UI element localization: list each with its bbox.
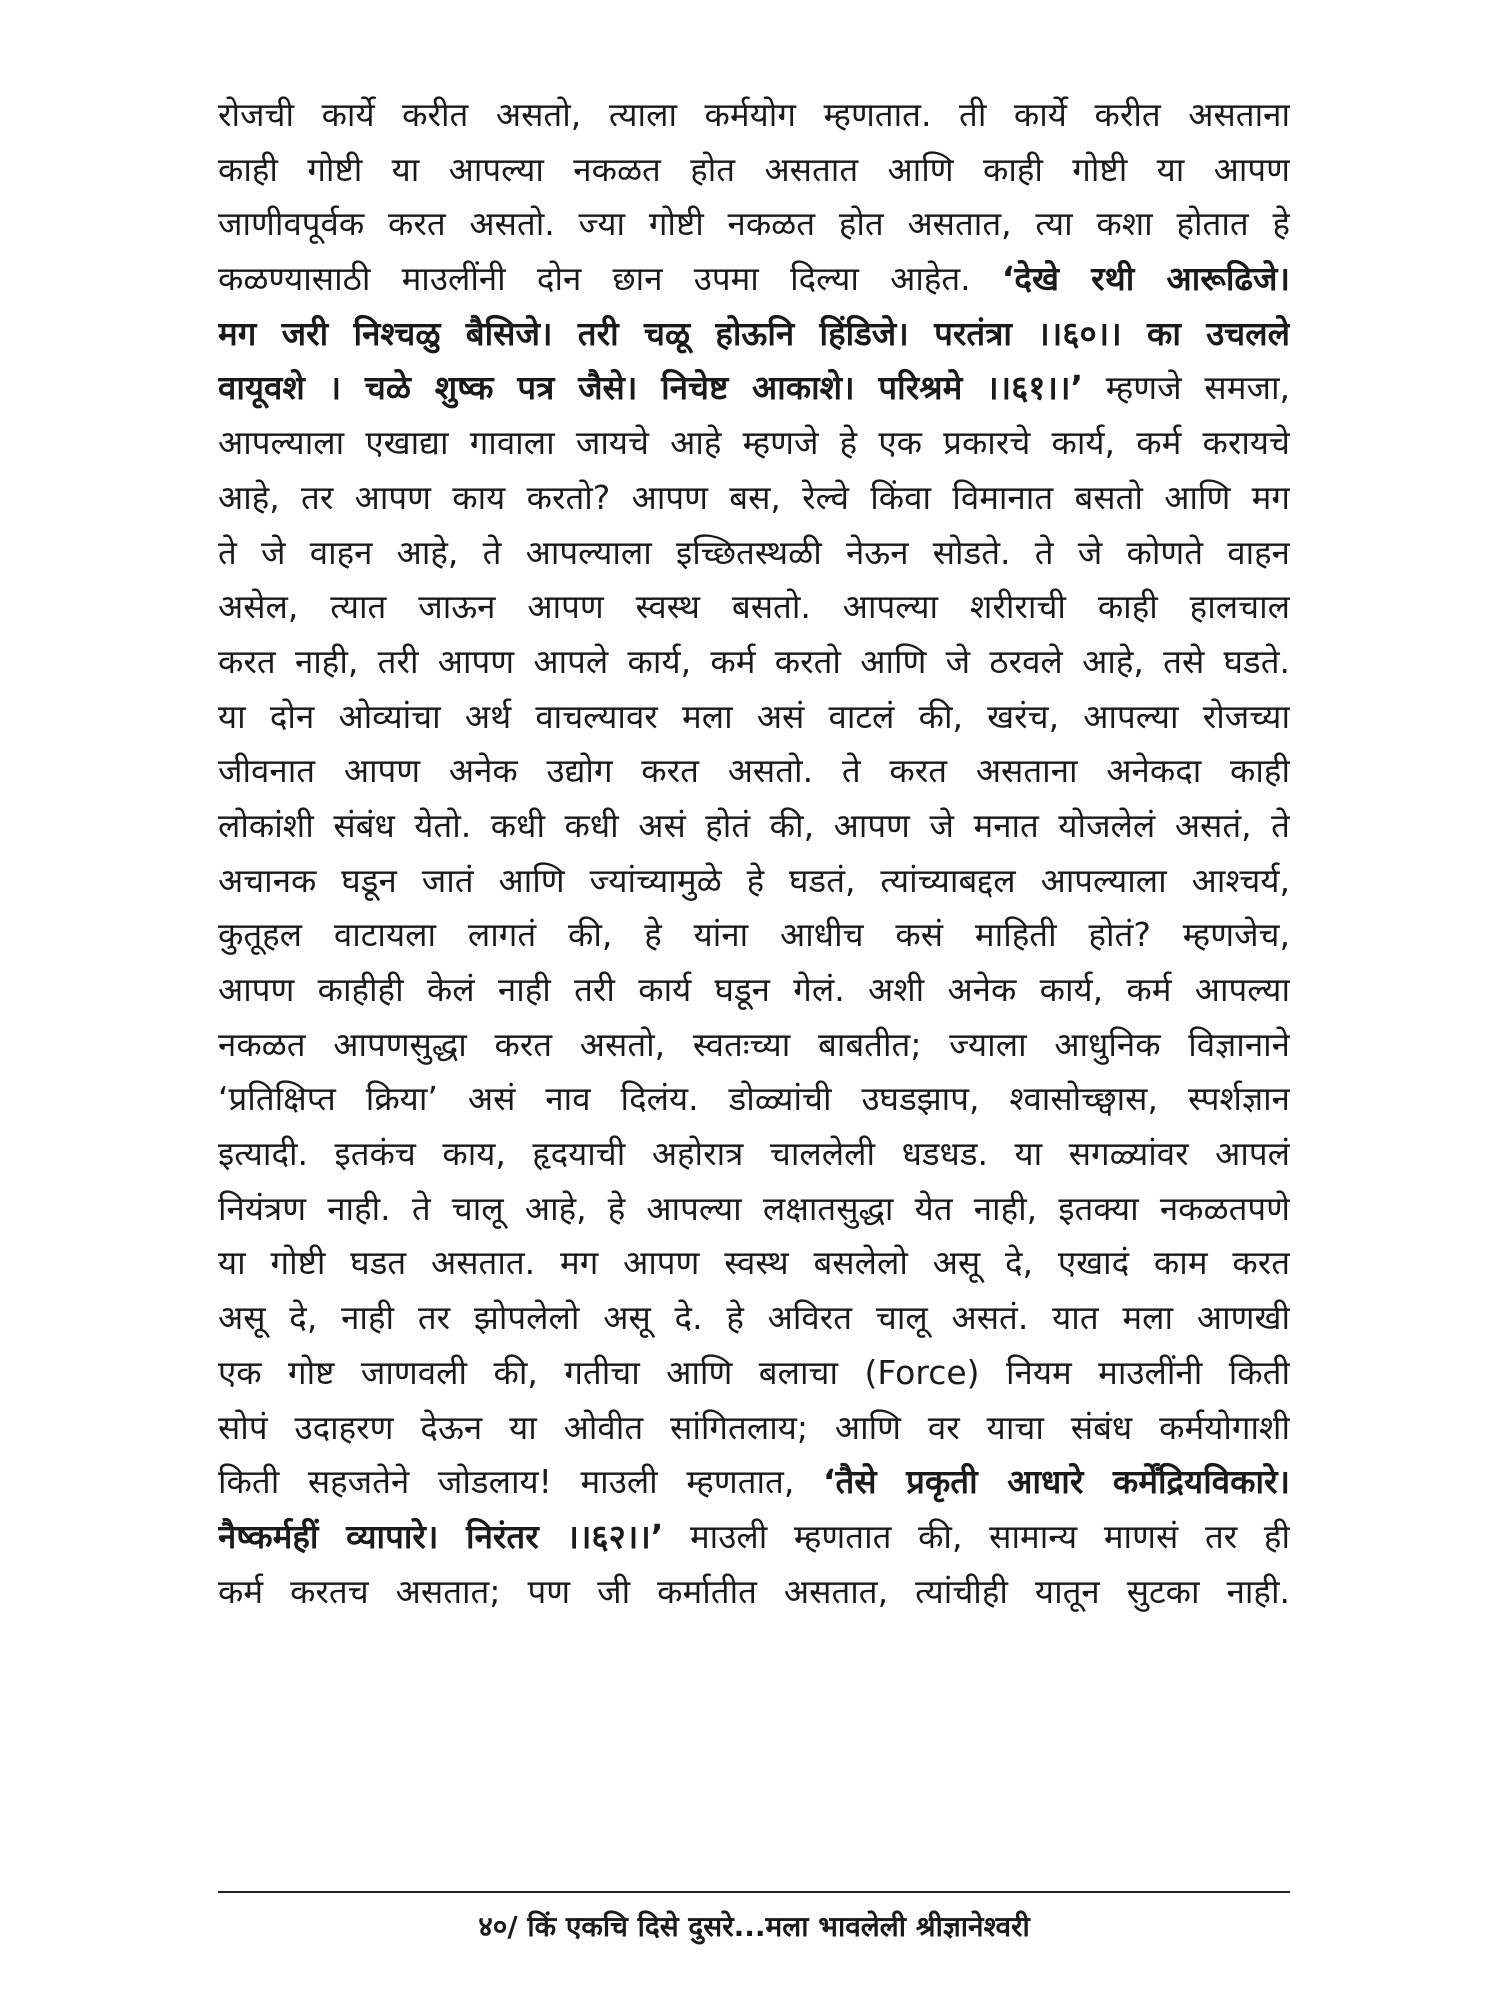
text-run: इत्यादी. इतकंच काय, हृदयाची अहोरात्र चाललेली धडधड. या सगळ्यांवर आपलं — [218, 1134, 1290, 1174]
text-line — [218, 1018, 1290, 1073]
text-run: नियंत्रण नाही. ते चालू आहे, हे आपल्या लक्षातसुद्धा येत नाही, इतक्या नकळतपणे — [218, 1188, 1290, 1228]
text-run: लोकांशी संबंध येतो. कधी कधी असं होतं की, आपण जे मनात योजलेलं असतं, ते — [218, 805, 1290, 845]
text-run: असेल, त्यात जाऊन आपण स्वस्थ बसतो. आपल्या शरीराची काही हालचाल — [218, 587, 1290, 627]
verse-quote: ‘देखे रथी आरूढिजे। — [1001, 259, 1290, 299]
text-line — [218, 690, 1290, 745]
verse-quote: नैष्कर्महीं व्यापारे। निरंतर ।।६२।।’ — [218, 1516, 664, 1556]
text-run: ‘प्रतिक्षिप्त क्रिया’ असं नाव दिलंय. डोळ्यांची उघडझाप, श्वासोच्छ्वास, स्पर्शज्ञान — [218, 1079, 1290, 1119]
text-line — [218, 1182, 1290, 1237]
text-line — [218, 744, 1290, 799]
text-line — [218, 307, 1290, 362]
text-run: कुतूहल वाटायला लागतं की, हे यांना आधीच कसं माहिती होतं? म्हणजेच, — [218, 915, 1290, 955]
text-run: जीवनात आपण अनेक उद्योग करत असतो. ते करत असताना अनेकदा काही — [218, 751, 1290, 791]
text-line — [218, 635, 1290, 690]
text-line — [218, 580, 1290, 635]
text-line — [218, 252, 1290, 307]
text-run: सोपं उदाहरण देऊन या ओवीत सांगितलाय; आणि वर याचा संबंध कर्मयोगाशी — [218, 1407, 1290, 1447]
body-text — [218, 88, 1290, 1619]
text-line — [218, 197, 1290, 252]
text-run: असू दे, नाही तर झोपलेलो असू दे. हे अविरत चालू असतं. यात मला आणखी — [218, 1298, 1290, 1338]
text-run: कर्म करतच असतात; पण जी कर्मातीत असतात, त्यांचीही यातून सुटका नाही. — [218, 1571, 1290, 1611]
text-line — [218, 361, 1290, 416]
text-run: एक गोष्ट जाणवली की, गतीचा आणि बलाचा (Force) नियम माउलींनी किती — [218, 1352, 1290, 1392]
text-line — [218, 88, 1290, 143]
text-run: आहे, तर आपण काय करतो? आपण बस, रेल्वे किंवा विमानात बसतो आणि मग — [218, 477, 1290, 517]
page-footer: ४०/ किं एकचि दिसे दुसरे...मला भावलेली श्रीज्ञानेश्वरी — [478, 1910, 1030, 1943]
text-run: या गोष्टी घडत असतात. मग आपण स्वस्थ बसलेलो असू दे, एखादं काम करत — [218, 1243, 1290, 1283]
text-line — [218, 416, 1290, 471]
verse-quote: ‘तैसे प्रकृती आधारे कर्मेंद्रियविकारे। — [822, 1462, 1290, 1502]
text-run: रोजची कार्ये करीत असतो, त्याला कर्मयोग म्हणतात. ती कार्ये करीत असताना — [218, 95, 1290, 134]
text-run: अचानक घडून जातं आणि ज्यांच्यामुळे हे घडतं, त्यांच्याबद्दल आपल्याला आश्चर्य, — [218, 860, 1290, 900]
text-run: आपल्याला एखाद्या गावाला जायचे आहे म्हणजे हे एक प्रकारचे कार्य, कर्म करायचे — [218, 423, 1290, 463]
text-line — [218, 471, 1290, 526]
text-line — [218, 1291, 1290, 1346]
text-line — [218, 963, 1290, 1018]
verse-quote: वायूवशे । चळे शुष्क पत्र जैसे। निचेष्ट आकाशे। परिश्रमे ।।६१।।’ — [218, 368, 1083, 408]
text-line — [218, 908, 1290, 963]
text-line — [218, 1565, 1290, 1620]
text-line — [218, 143, 1290, 198]
text-line — [218, 854, 1290, 909]
text-run: नकळत आपणसुद्धा करत असतो, स्वतःच्या बाबतीत; ज्याला आधुनिक विज्ञानाने — [218, 1024, 1290, 1064]
text-run: करत नाही, तरी आपण आपले कार्य, कर्म करतो आणि जे ठरवले आहे, तसे घडते. — [218, 641, 1290, 681]
text-line — [218, 1455, 1290, 1510]
footer-divider — [218, 1891, 1290, 1893]
text-run: या दोन ओव्यांचा अर्थ वाचल्यावर मला असं वाटलं की, खरंच, आपल्या रोजच्या — [218, 696, 1290, 736]
text-line — [218, 1510, 1290, 1565]
text-line — [218, 1236, 1290, 1291]
text-run: जाणीवपूर्वक करत असतो. ज्या गोष्टी नकळत होत असतात, त्या कशा होतात हे — [218, 204, 1290, 244]
text-line — [218, 526, 1290, 581]
text-line — [218, 1127, 1290, 1182]
text-run: म्हणजे समजा, — [1082, 368, 1290, 408]
text-run: काही गोष्टी या आपल्या नकळत होत असतात आणि काही गोष्टी या आपण — [218, 149, 1290, 189]
text-line — [218, 1346, 1290, 1401]
text-run: किती सहजतेने जोडलाय! माउली म्हणतात, — [218, 1462, 823, 1502]
text-line — [218, 799, 1290, 854]
text-run: आपण काहीही केलं नाही तरी कार्य घडून गेलं. अशी अनेक कार्य, कर्म आपल्या — [218, 970, 1290, 1009]
text-line — [218, 1401, 1290, 1456]
text-run: माउली म्हणतात की, सामान्य माणसं तर ही — [663, 1516, 1290, 1556]
verse-quote: मग जरी निश्चळु बैसिजे। तरी चळू होऊनि हिंडिजे। परतंत्रा ।।६०।। का उचलले — [218, 313, 1290, 353]
text-run: कळण्यासाठी माउलींनी दोन छान उपमा दिल्या आहेत. — [218, 259, 1002, 299]
text-line — [218, 1072, 1290, 1127]
text-run: ते जे वाहन आहे, ते आपल्याला इच्छितस्थळी नेऊन सोडते. ते जे कोणते वाहन — [218, 532, 1290, 572]
